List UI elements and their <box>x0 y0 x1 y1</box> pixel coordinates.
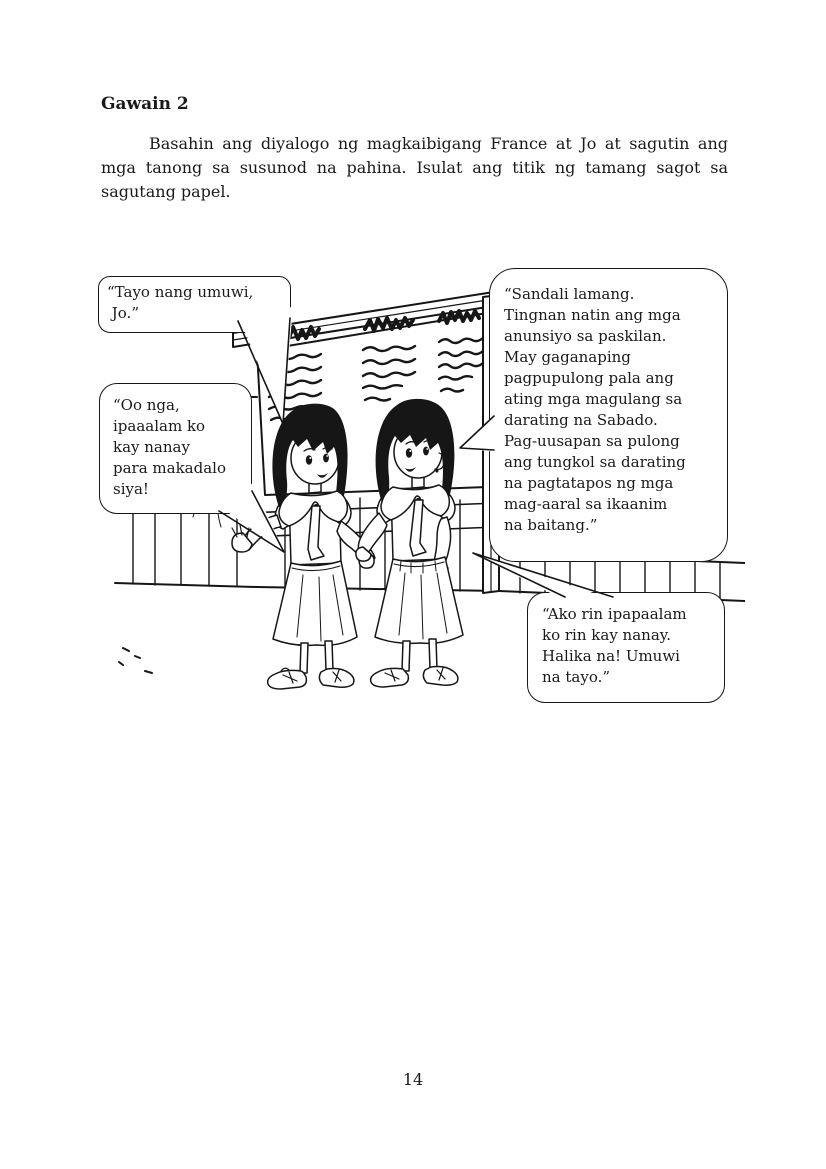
page-number: 14 <box>402 1070 424 1089</box>
speech-bubble-1-text: “Tayo nang umuwi, Jo.” <box>107 283 254 322</box>
comic-illustration <box>85 255 745 725</box>
speech-bubble-2 <box>99 383 252 514</box>
speech-bubble-1 <box>98 276 291 333</box>
speech-bubble-2-text: “Oo nga, ipaaalam ko kay nanay para makadalo siya! <box>113 396 226 498</box>
speech-bubble-4 <box>527 592 725 703</box>
speech-bubble-3 <box>489 268 728 562</box>
speech-bubble-3-text: “Sandali lamang. Tingnan natin ang mga anunsiyo sa paskilan. May gaganaping pagpupulong pala ang ating mga magulang sa darating na Sabado. Pag-uusapan sa pulong ang tungkol sa darating na pagtatapos ng mga mag-aaral sa ikaanim na baitang.” <box>504 285 686 534</box>
speech-bubble-4-text: “Ako rin ipapaalam ko rin kay nanay. Halika na! Umuwi na tayo.” <box>542 605 687 686</box>
activity-instructions: Basahin ang diyalogo ng magkaibigang France at Jo at sagutin ang mga tanong sa susunod na pahina. Isulat ang titik ng tamang sagot sa sagutang papel. <box>101 134 728 201</box>
activity-heading: Gawain 2 <box>101 94 189 114</box>
